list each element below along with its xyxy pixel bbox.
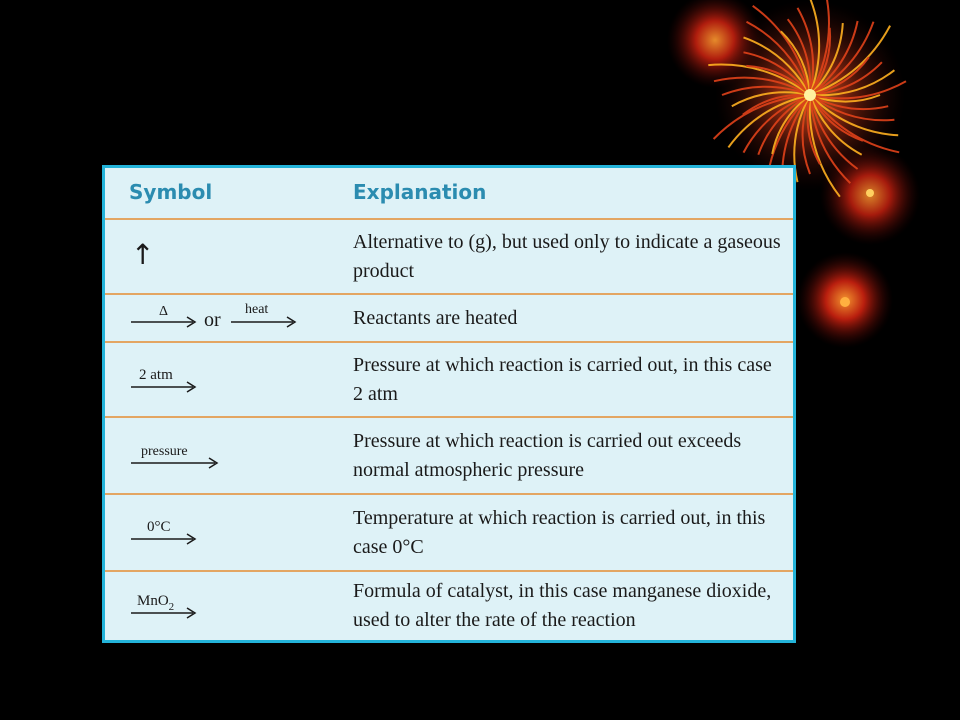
symbol-cell [129, 295, 329, 341]
labeled-arrow-symbol [129, 418, 329, 493]
explanation-text: Reactants are heated [353, 306, 518, 329]
table-row [105, 495, 793, 572]
explanation-cell [353, 343, 783, 416]
explanation-cell [353, 220, 783, 293]
catalyst-subscript: 2 [168, 601, 175, 613]
arrow-label: 2 atm [139, 367, 173, 383]
symbol-cell [129, 418, 329, 493]
labeled-arrow-symbol [129, 572, 329, 640]
symbol-cell [129, 343, 329, 416]
labeled-arrow-symbol [129, 495, 329, 570]
up-arrow-symbol: ↑ [131, 238, 155, 271]
heat-label: heat [245, 302, 269, 317]
arrow-label: 0°C [147, 519, 171, 535]
arrow-label [137, 593, 174, 613]
table-row [105, 418, 793, 495]
explanation-cell [353, 418, 783, 493]
or-text: or [204, 309, 221, 331]
explanation-text: Formula of catalyst, in this case manganese dioxide, used to alter the rate of the reaction [353, 580, 772, 631]
symbol-cell [129, 495, 329, 570]
heated-arrows-symbol [129, 295, 329, 341]
symbols-table [102, 165, 796, 643]
symbol-cell [129, 220, 329, 293]
explanation-cell [353, 572, 783, 640]
delta-label: Δ [159, 304, 169, 319]
explanation-cell [353, 295, 783, 341]
explanation-text: Pressure at which reaction is carried out, in this case 2 atm [353, 353, 772, 405]
table-header [105, 168, 793, 220]
arrow-label: pressure [141, 444, 188, 459]
explanation-text: Pressure at which reaction is carried out exceeds normal atmospheric pressure [353, 429, 742, 481]
labeled-arrow-symbol [129, 343, 329, 416]
catalyst-formula: MnO [137, 593, 169, 609]
header-symbol: Symbol [129, 180, 213, 204]
symbol-cell [129, 572, 329, 640]
table-row [105, 343, 793, 418]
table-row [105, 572, 793, 640]
table-row [105, 220, 793, 295]
header-explanation: Explanation [353, 180, 487, 204]
explanation-text: Temperature at which reaction is carried out, in this case 0°C [353, 506, 766, 558]
table-row [105, 295, 793, 343]
explanation-cell [353, 495, 783, 570]
explanation-text: Alternative to (g), but used only to indicate a gaseous product [353, 230, 781, 282]
